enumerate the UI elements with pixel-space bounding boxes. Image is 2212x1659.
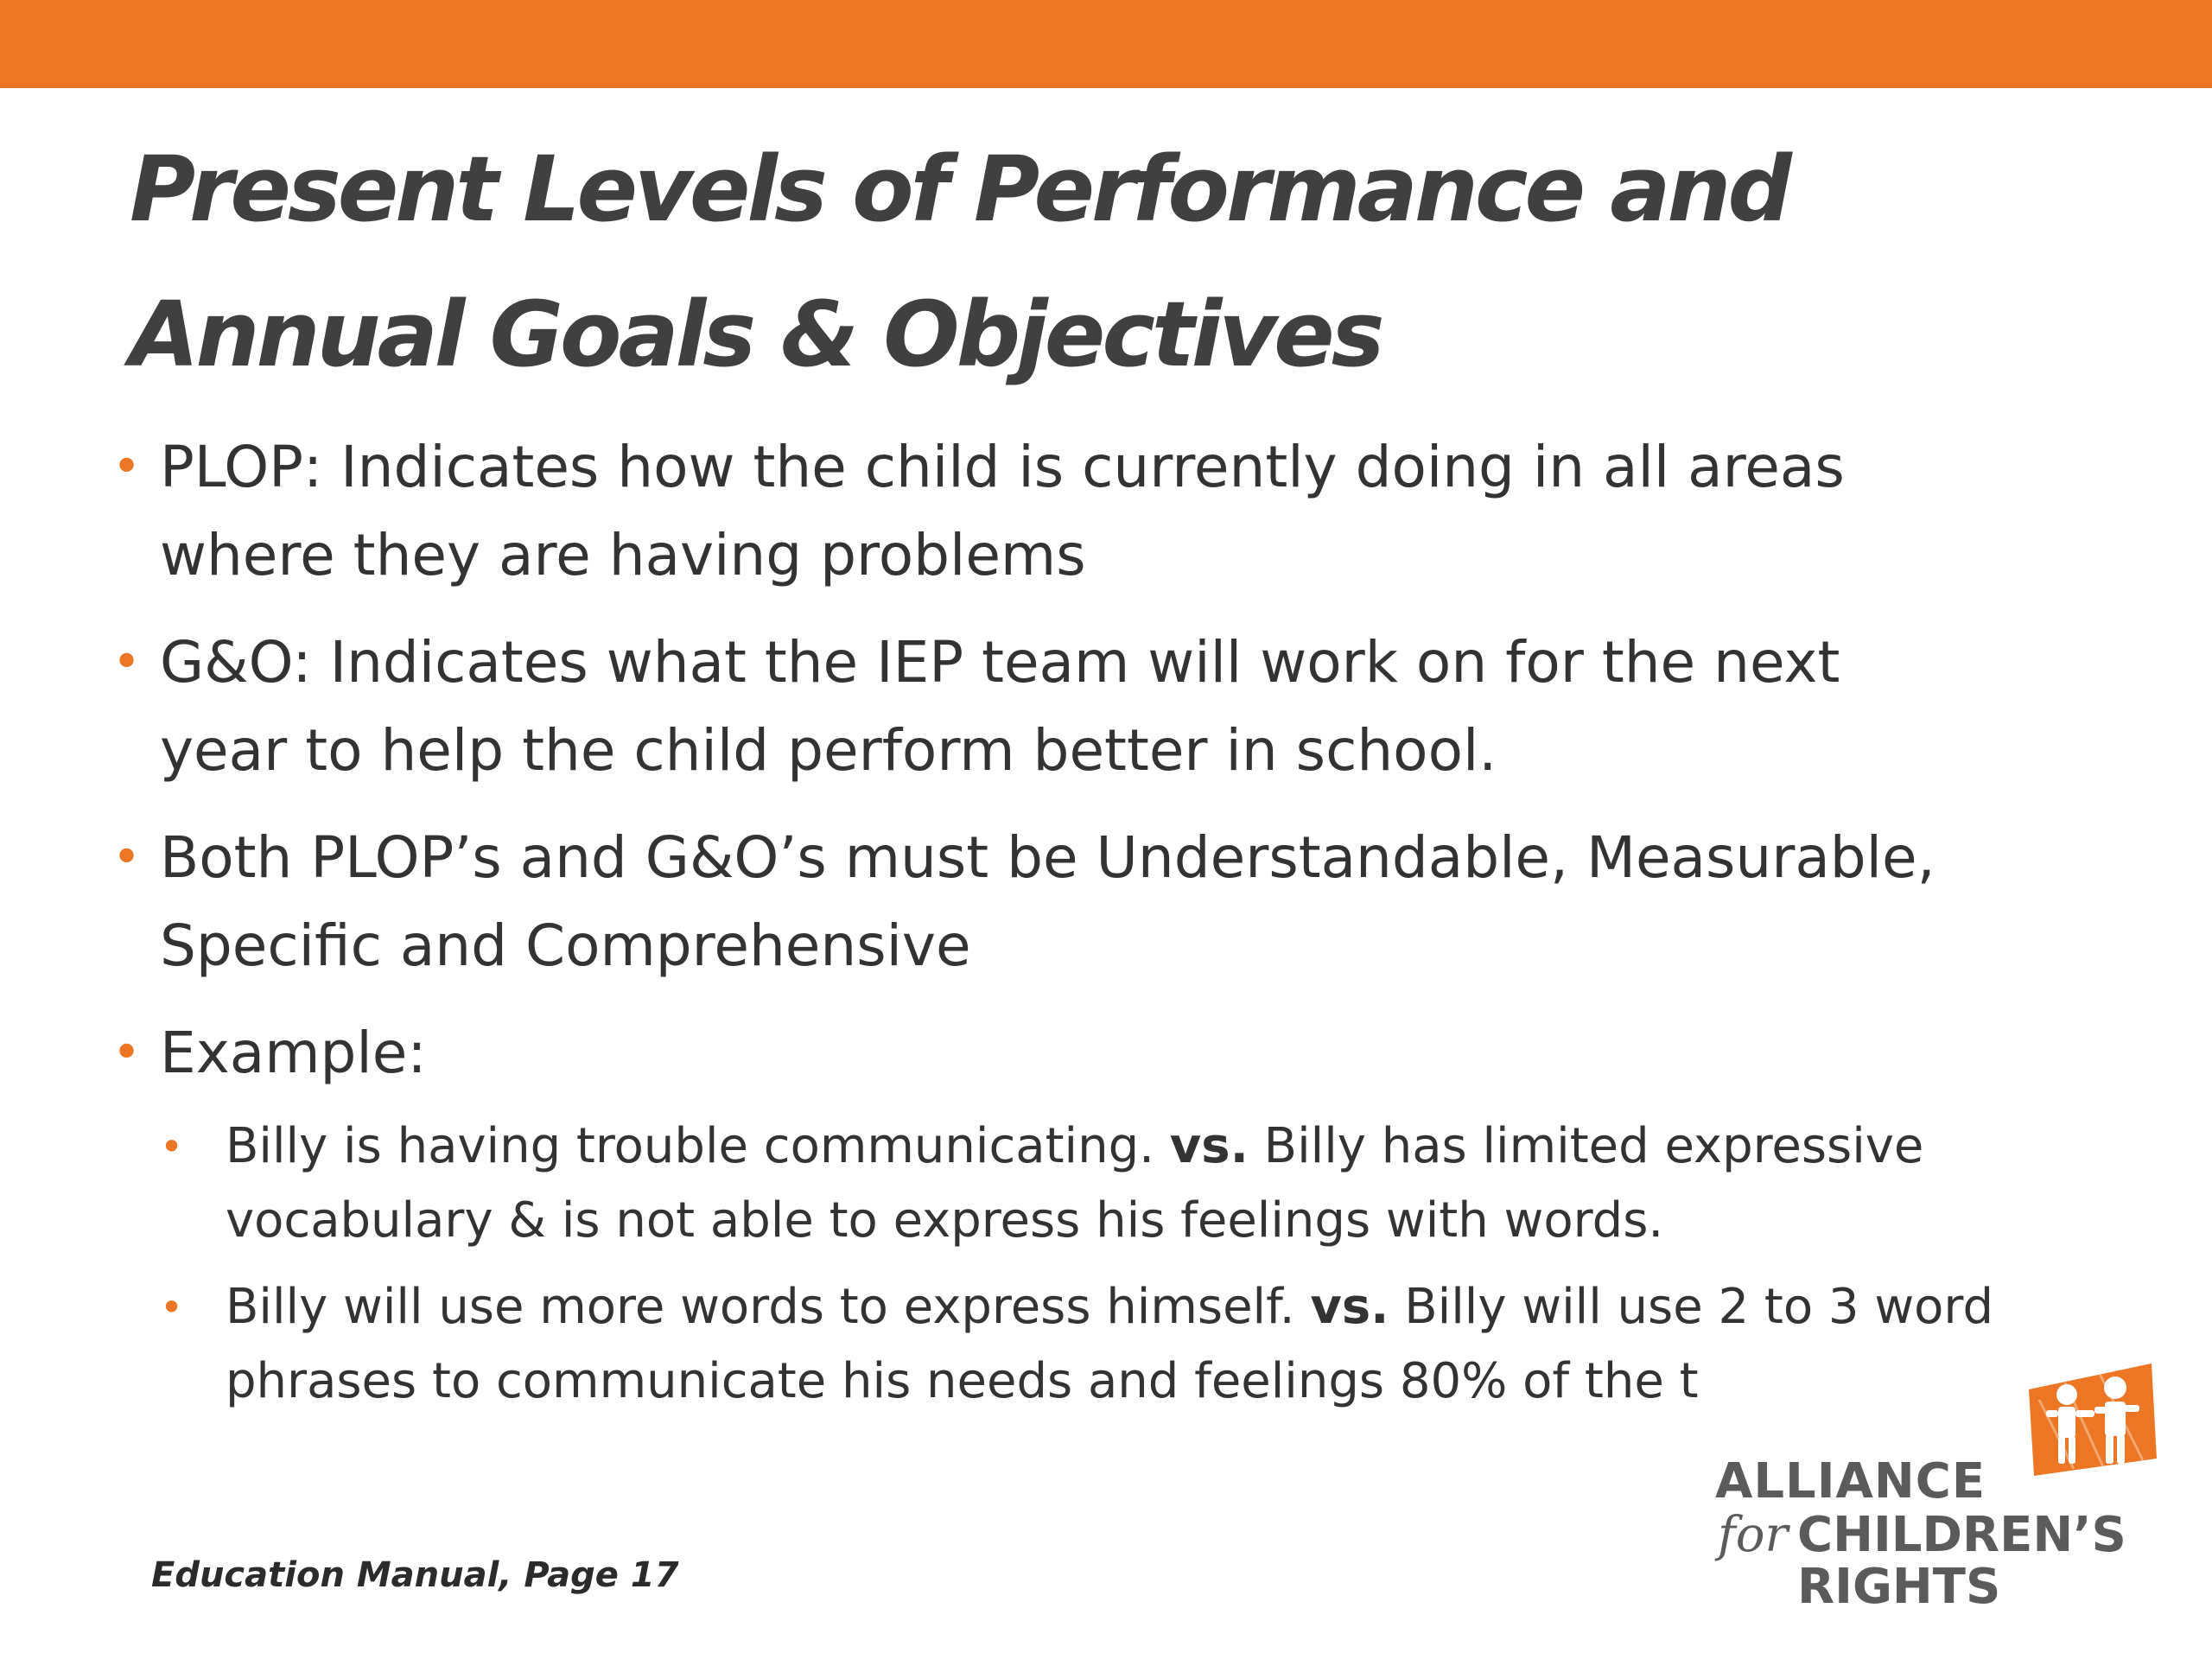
bullet-item	[112, 814, 2126, 990]
logo-line-rights: RIGHTS	[1797, 1559, 2001, 1615]
slide-title-line-1: Present Levels of Performance and	[130, 137, 1789, 242]
example-before: Billy is having trouble communicating.	[226, 1118, 1170, 1174]
bullet-dot: •	[112, 634, 142, 690]
sub-bullet-line: vocabulary & is not able to express his feelings with words.	[226, 1192, 1664, 1249]
children-figures-icon	[2022, 1357, 2160, 1482]
bullet-list	[112, 423, 2126, 1438]
sub-bullet-dot: •	[160, 1123, 184, 1170]
source-footer: Education Manual, Page 17	[151, 1555, 679, 1595]
bullet-text: year to help the child perform better in school.	[160, 717, 1497, 784]
bullet-text: G&O: Indicates what the IEP team will work on for the next	[160, 629, 1840, 696]
bullet-text: Example:	[160, 1020, 427, 1086]
example-after: Billy has limited expressive	[1248, 1118, 1924, 1174]
bullet-dot: •	[112, 830, 142, 886]
bullet-item	[112, 423, 2126, 600]
logo-line-alliance: ALLIANCE	[1715, 1453, 1986, 1510]
alliance-logo	[1711, 1357, 2177, 1616]
versus-label: vs.	[1310, 1279, 1389, 1335]
versus-label: vs.	[1169, 1118, 1249, 1174]
bullet-text: PLOP: Indicates how the child is currently doing in all areas	[160, 434, 1845, 500]
bullet-dot: •	[112, 1025, 142, 1081]
sub-bullet-line	[226, 1270, 2126, 1344]
example-before: Billy will use more words to express himself.	[226, 1279, 1311, 1335]
sub-bullet-dot: •	[160, 1284, 184, 1331]
bullet-text: where they are having problems	[160, 522, 1086, 588]
sub-bullet-line: phrases to communicate his needs and feelings 80% of the t	[226, 1353, 1699, 1409]
slide-title-line-2: Annual Goals & Objectives	[130, 282, 1382, 387]
bullet-dot: •	[112, 439, 142, 495]
bullet-item	[112, 619, 2126, 795]
sub-bullet-item	[160, 1109, 2126, 1258]
slide-title	[130, 117, 2031, 407]
bullet-text: Specific and Comprehensive	[160, 912, 971, 979]
top-accent-bar	[0, 0, 2212, 88]
sub-bullet-line	[226, 1109, 2126, 1184]
logo-line-childrens: CHILDREN’S	[1797, 1507, 2126, 1563]
logo-for: for	[1718, 1507, 1789, 1563]
bullet-text: Both PLOP’s and G&O’s must be Understandable, Measurable,	[160, 824, 1936, 891]
example-after: Billy will use 2 to 3 word	[1389, 1279, 1993, 1335]
